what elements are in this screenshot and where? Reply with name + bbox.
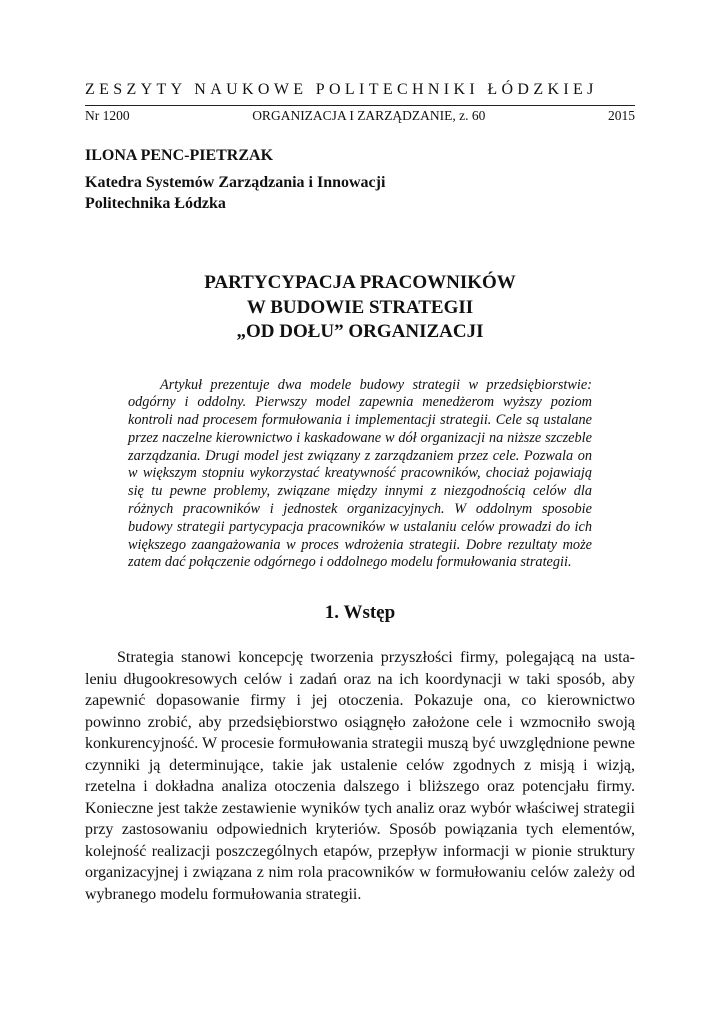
series-info: ORGANIZACJA I ZARZĄDZANIE, z. 60: [252, 108, 486, 123]
journal-title: ZESZYTY NAUKOWE POLITECHNIKI ŁÓDZKIEJ: [85, 81, 598, 98]
author-department: Katedra Systemów Zarządzania i Innowacji: [85, 174, 386, 191]
title-line-3: „OD DOŁU” ORGANIZACJI: [236, 321, 484, 342]
issue-number: Nr 1200: [85, 108, 130, 123]
publication-year: 2015: [607, 108, 635, 123]
journal-meta-line: [85, 105, 635, 124]
abstract-paragraph: Artykuł prezentuje dwa modele budowy strategii w przedsiębiorstwie: odgórny i oddolny. Pierwszy model zapewnia menedżerom wyższy poziom kontroli nad procesem formułowania i implementacji strategii. Cele są ustalane przez naczelne kierownictwo i kaskadowane w dół organizacji na niższe szczeble zarządzania. Drugi model jest związany z zarządzaniem przez cele. Pozwala on w większym stopniu wykorzystać kreatywność pracowników, chociaż pojawiają się tu pewne problemy, związane między innymi z niezgodnością celów dla różnych pracowników i jednostek organizacyjnych. W oddolnym sposobie budowy strategii partycypacja pracowników w ustalaniu celów prowadzi do ich większego zaangażowania w proces wdrożenia strategii. Dobre rezultaty może zatem dać połączenie odgórnego i oddolnego modelu formułowania strategii.: [128, 376, 592, 571]
article-page: [85, 80, 635, 921]
author-institution: Politechnika Łódzka: [85, 195, 226, 212]
author-affiliation: [85, 172, 635, 214]
author-name: ILONA PENC-PIETRZAK: [85, 147, 274, 164]
section-heading: 1. Wstęp: [324, 602, 396, 624]
body-paragraph: Strategia stanowi koncepcję tworzenia przyszłości firmy, polegającą na ustaleniu długookresowych celów i zadań oraz na ich koordynacji w taki sposób, aby zapewnić dopasowanie firmy i jej otoczenia. Pokazuje ona, co kierownictwo powinno zrobić, aby przedsiębiorstwo osiągnęło założone cele i wzmocniło swoją konkurencyjność. W procesie formułowania strategii muszą być uwzględnione pewne czynniki ją determinujące, takie jak ustalenie celów zgodnych z misją i wizją, rzetelna i dokładna analiza otoczenia dalszego i bliższego oraz potencjału firmy. Konieczne jest także zestawienie wyników tych analiz oraz wybór właściwej strategii przy zastosowaniu odpowiednich kryteriów. Sposób powiązania tych elementów, kolejność realizacji poszczególnych etapów, przepływ informacji w pionie struktury organizacyjnej i związana z nim rola pracowników w formułowaniu celów zależy od wybranego modelu formułowania strategii.: [85, 649, 635, 903]
article-title: [85, 271, 635, 345]
title-line-1: PARTYCYPACJA PRACOWNIKÓW: [204, 272, 516, 293]
title-line-2: W BUDOWIE STRATEGII: [246, 296, 474, 318]
